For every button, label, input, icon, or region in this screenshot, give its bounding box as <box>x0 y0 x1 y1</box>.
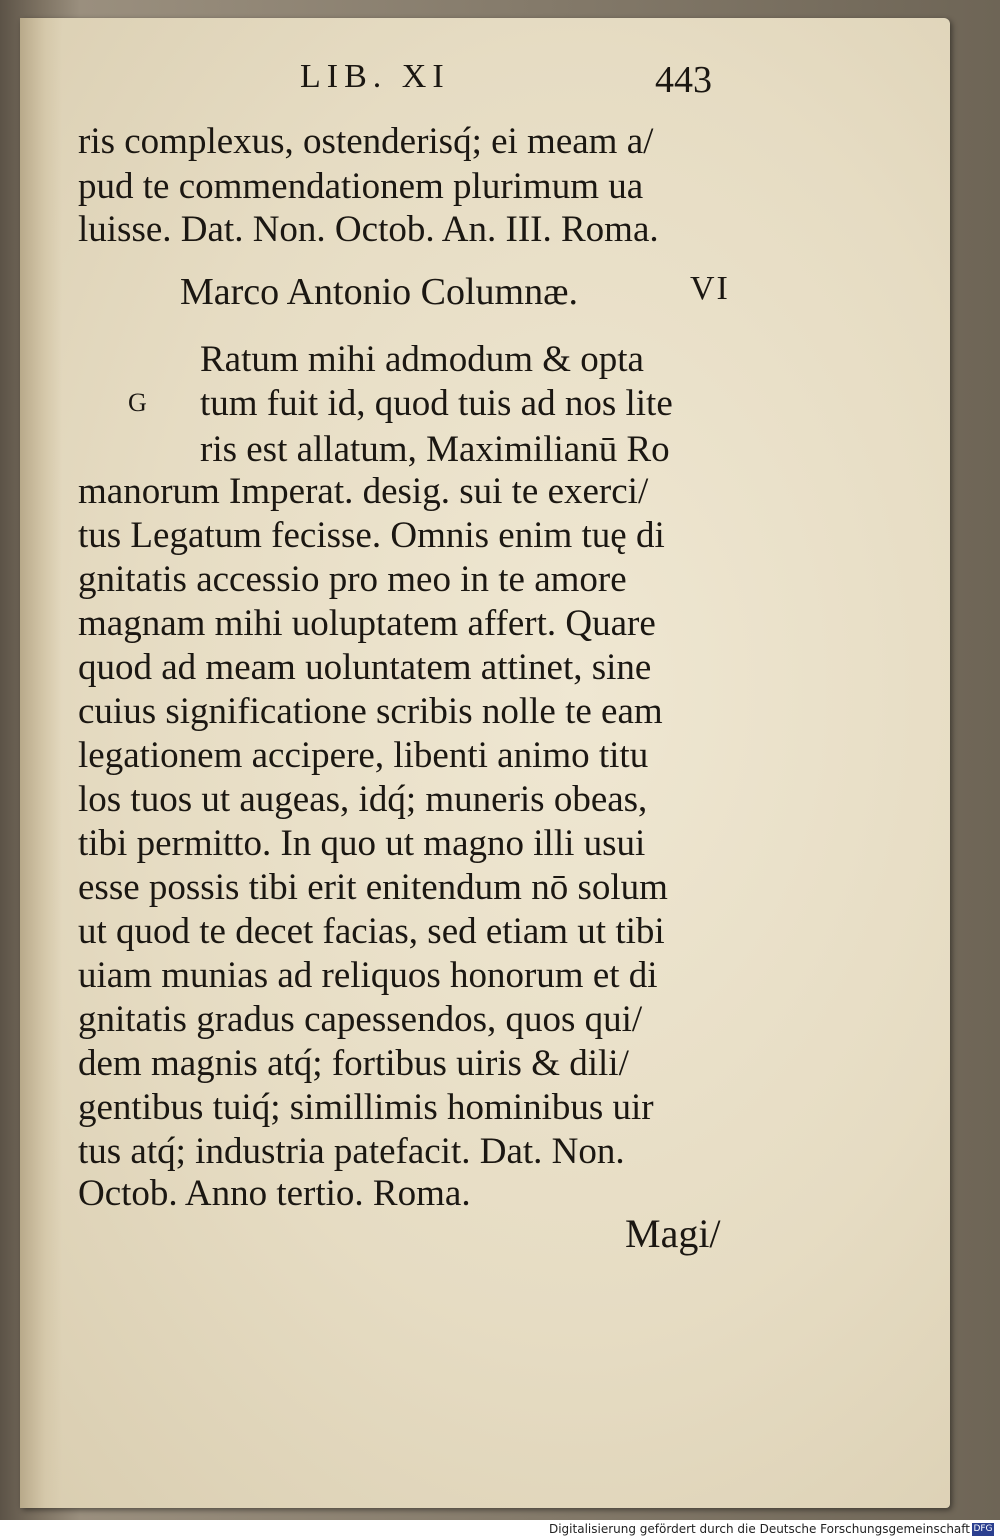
letter-line-19: tus atq́; industria patefacit. Dat. Non. <box>78 1131 625 1172</box>
margin-letter: G <box>128 388 147 417</box>
letter-line-10: legationem accipere, libenti animo titu <box>78 735 649 776</box>
letter-line-14: ut quod te decet facias, sed etiam ut tibi <box>78 911 665 952</box>
page-gutter-shadow <box>20 18 62 1508</box>
letter-line-1: Ratum mihi admodum & opta <box>200 339 644 380</box>
letter-line-17: dem magnis atq́; fortibus uiris & dili/ <box>78 1043 629 1084</box>
text-line-top-2: pud te commendationem plurimum ua <box>78 166 644 207</box>
text-line-top-1: ris complexus, ostenderisq́; ei meam a/ <box>78 121 654 162</box>
letter-line-3: ris est allatum, Maximilianū Ro <box>200 429 670 470</box>
letter-line-2: tum fuit id, quod tuis ad nos lite <box>200 383 673 424</box>
letter-line-12: tibi permitto. In quo ut magno illi usui <box>78 823 646 864</box>
running-head: LIB. XI <box>300 58 450 95</box>
letter-line-4: manorum Imperat. desig. sui te exerci/ <box>78 471 649 512</box>
letter-line-18: gentibus tuiq́; simillimis hominibus uir <box>78 1087 654 1128</box>
letter-line-20: Octob. Anno tertio. Roma. <box>78 1173 471 1214</box>
letter-line-15: uiam munias ad reliquos honorum et di <box>78 955 658 996</box>
letter-line-9: cuius significatione scribis nolle te eam <box>78 691 663 732</box>
text-line-top-3: luisse. Dat. Non. Octob. An. III. Roma. <box>78 209 659 250</box>
letter-line-13: esse possis tibi erit enitendum nō solum <box>78 867 668 908</box>
letter-line-11: los tuos ut augeas, idq́; muneris obeas, <box>78 779 648 820</box>
footer-credit: Digitalisierung gefördert durch die Deutsche Forschungsgemeinschaft <box>548 1522 970 1536</box>
letter-heading: Marco Antonio Columnæ. <box>180 271 578 313</box>
dfg-logo-icon: DFG <box>973 1524 993 1534</box>
catchword: Magi/ <box>625 1211 721 1256</box>
letter-line-6: gnitatis accessio pro meo in te amore <box>78 559 627 600</box>
letter-line-8: quod ad meam uoluntatem attinet, sine <box>78 647 652 688</box>
letter-number: VI <box>690 270 730 307</box>
letter-line-16: gnitatis gradus capessendos, quos qui/ <box>78 999 643 1040</box>
page-number: 443 <box>655 59 712 101</box>
letter-line-5: tus Legatum fecisse. Omnis enim tuę di <box>78 515 665 556</box>
letter-line-7: magnam mihi uoluptatem affert. Quare <box>78 603 656 644</box>
